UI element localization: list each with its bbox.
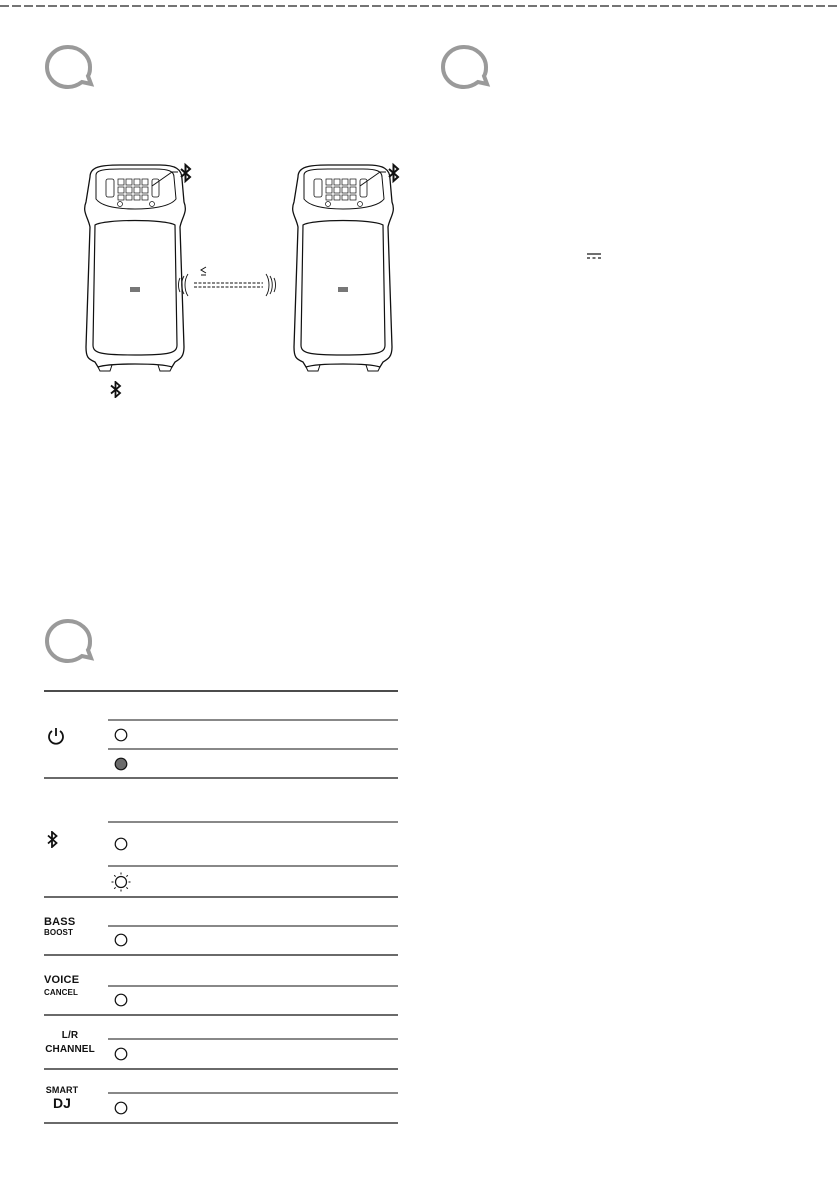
dc-symbol-icon — [586, 252, 602, 260]
label-bottom: CANCEL — [44, 988, 78, 997]
power-icon — [46, 726, 66, 746]
party-speaker-illustration — [60, 150, 410, 380]
label-top: BASS — [44, 916, 76, 928]
label-top: SMART — [45, 1085, 79, 1095]
label-top: VOICE — [44, 974, 80, 986]
led-off-icon — [114, 837, 128, 851]
label-bottom: CHANNEL — [45, 1044, 95, 1055]
led-indicator-table — [44, 690, 398, 1130]
led-off-icon — [114, 993, 128, 1007]
speech-bubble-icon — [440, 44, 492, 92]
led-off-icon — [114, 728, 128, 742]
voice-cancel-label — [44, 975, 84, 997]
label-bottom: DJ — [53, 1095, 71, 1111]
speech-bubble-icon — [44, 618, 96, 666]
lr-channel-label — [44, 1031, 96, 1055]
led-off-icon — [114, 933, 128, 947]
bluetooth-icon — [110, 381, 122, 398]
bass-boost-label — [44, 917, 80, 937]
label-bottom: BOOST — [44, 928, 73, 937]
bluetooth-icon — [47, 831, 58, 848]
header-rule — [0, 0, 839, 14]
led-off-icon — [114, 1047, 128, 1061]
label-top: L/R — [61, 1030, 79, 1041]
led-solid-icon — [114, 757, 128, 771]
led-off-icon — [114, 1101, 128, 1115]
led-flashing-icon — [111, 872, 131, 892]
table-grid — [44, 690, 398, 1130]
smart-dj-label — [44, 1086, 80, 1110]
speech-bubble-icon — [44, 44, 96, 92]
